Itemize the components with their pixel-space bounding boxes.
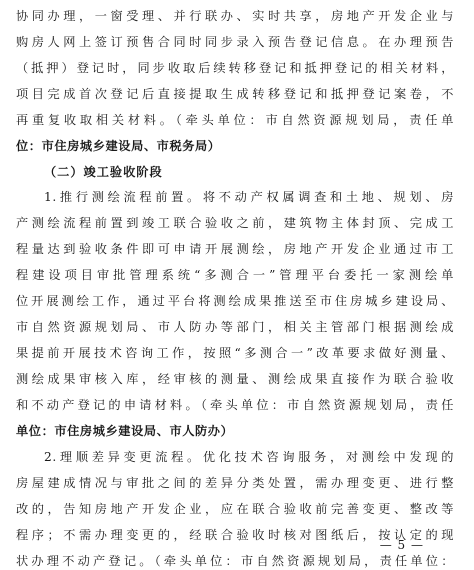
text-line: 单位：市住房城乡建设局、市人防办） bbox=[16, 424, 234, 438]
page-number: — 5 — bbox=[379, 538, 424, 552]
text-line: 果提前开展技术咨询工作，按照“多测合一”改革要求做好测量、 bbox=[16, 346, 454, 360]
text-line: 程序；不需办理变更的，经联合验收时核对图纸后，按认定的现 bbox=[16, 528, 454, 542]
text-line: 测绘成果审核入库，经审核的测量、测绘成果直接作为联合验收 bbox=[16, 372, 454, 386]
text-line: 房屋建成情况与审批之间的差异分类处置，需办理变更、进行整 bbox=[16, 476, 454, 490]
text-line: 和不动产登记的申请材料。（牵头单位：市自然资源规划局，责任 bbox=[16, 398, 454, 412]
text-line: 状办理不动产登记。（牵头单位：市自然资源规划局，责任单位： bbox=[16, 554, 454, 568]
text-line: 协同办理，一窗受理、并行联办、实时共享，房地产开发企业与 bbox=[16, 9, 454, 23]
text-line: 购房人网上签订预售合同时同步录入预告登记信息。在办理预告 bbox=[16, 35, 454, 49]
text-line: 1.推行测绘流程前置。将不动产权属调查和土地、规划、房 bbox=[44, 190, 454, 204]
text-line: 程量达到验收条件即可申请开展测绘，房地产开发企业通过市工 bbox=[16, 242, 454, 256]
text-line: 改的，告知房地产开发企业，应在联合验收前完善变更、整改等 bbox=[16, 502, 454, 516]
section-heading: （二）竣工验收阶段 bbox=[44, 165, 163, 179]
text-line: （抵押）登记时，同步收取后续转移登记和抵押登记的相关材料， bbox=[16, 61, 454, 75]
text-line: 2.理顺差异变更流程。优化技术咨询服务，对测绘中发现的 bbox=[44, 450, 454, 464]
text-line: 项目完成首次登记后直接提取生成转移登记和抵押登记案卷，不 bbox=[16, 87, 454, 101]
text-line: 产测绘流程前置到竣工联合验收之前，建筑物主体封顶、完成工 bbox=[16, 216, 454, 230]
text-line: 程建设项目审批管理系统“多测合一”管理平台委托一家测绘单 bbox=[16, 268, 454, 282]
text-line: 市自然资源规划局、市人防办等部门，相关主管部门根据测绘成 bbox=[16, 320, 454, 334]
text-line: 位开展测绘工作，通过平台将测绘成果推送至市住房城乡建设局、 bbox=[16, 294, 454, 308]
text-line: 再重复收取相关材料。（牵头单位：市自然资源规划局，责任单 bbox=[16, 113, 454, 127]
text-line: 位：市住房城乡建设局、市税务局） bbox=[16, 139, 221, 153]
